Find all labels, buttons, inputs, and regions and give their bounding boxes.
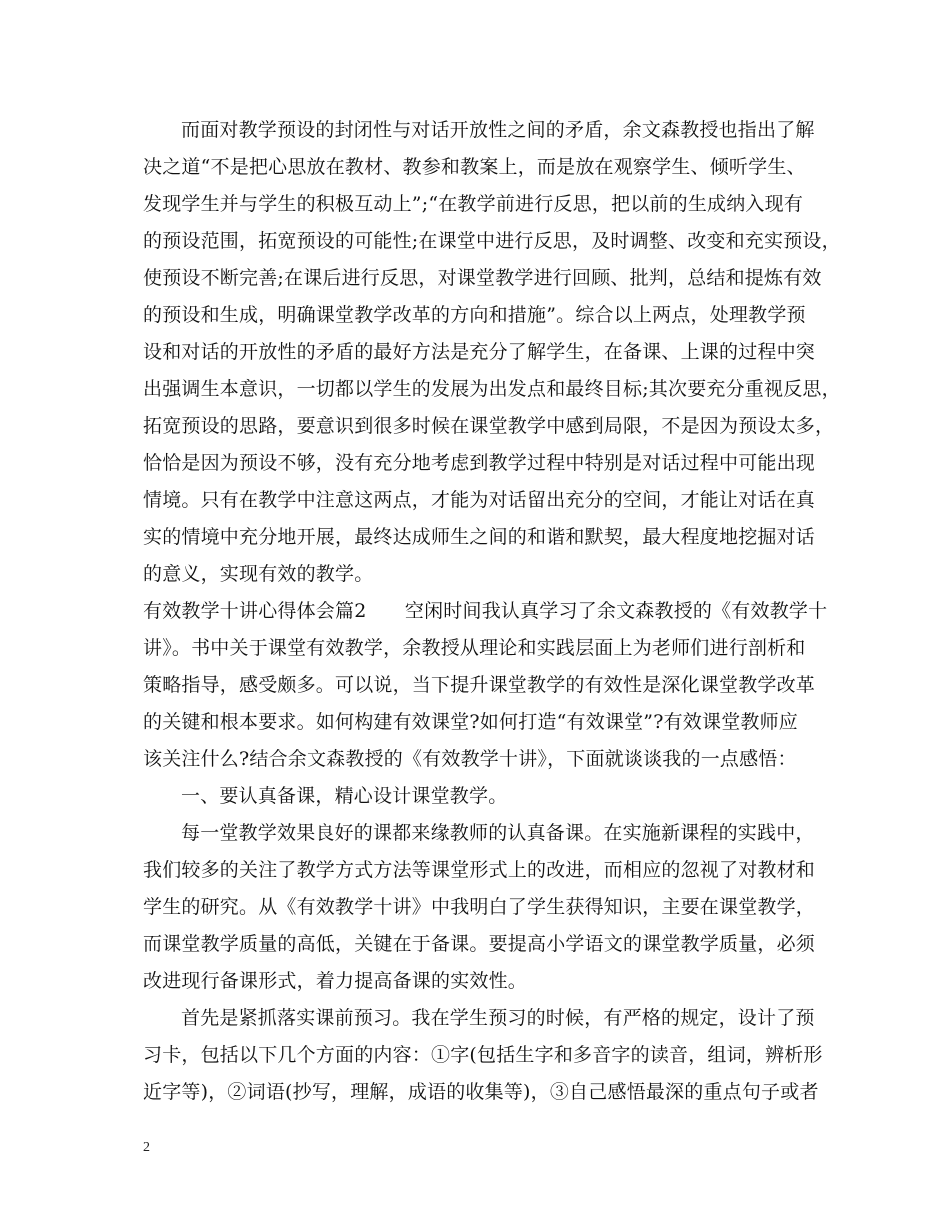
text-line: 而面对教学预设的封闭性与对话开放性之间的矛盾，余文森教授也指出了解 [181, 119, 815, 141]
subheading-line: 一、要认真备课，精心设计课堂教学。 [181, 785, 508, 807]
text-line: 策略指导，感受颇多。可以说，当下提升课堂教学的有效性是深化课堂教学改革 [143, 674, 816, 696]
text-line: 而课堂教学质量的高低，关键在于备课。要提高小学语文的课堂教学质量，必须 [143, 933, 816, 955]
text-line: 决之道“不是把心思放在教材、教参和教案上，而是放在观察学生、倾听学生、 [143, 156, 806, 178]
text-line: 情境。只有在教学中注意这两点，才能为对话留出充分的空间，才能让对话在真 [143, 489, 816, 511]
text-line: 恰恰是因为预设不够，没有充分地考虑到教学过程中特别是对话过程中可能出现 [143, 452, 816, 474]
text-line: 的关键和根本要求。如何构建有效课堂?如何打造“有效课堂”?有效课堂教师应 [143, 711, 799, 733]
text-line: 的预设范围，拓宽预设的可能性;在课堂中进行反思，及时调整、改变和充实预设， [143, 230, 841, 252]
text-line: 设和对话的开放性的矛盾的最好方法是充分了解学生，在备课、上课的过程中突 [143, 341, 816, 363]
text-line: 的意义，实现有效的教学。 [143, 563, 374, 585]
text-line: 的预设和生成，明确课堂教学改革的方向和措施”。综合以上两点，处理教学预 [143, 304, 806, 326]
text-line: 使预设不断完善;在课后进行反思，对课堂教学进行回顾、批判，总结和提炼有效 [143, 267, 822, 289]
text-line: 改进现行备课形式，着力提高备课的实效性。 [143, 970, 528, 992]
text-line: 我们较多的关注了教学方式方法等课堂形式上的改进，而相应的忽视了对教材和 [143, 859, 816, 881]
page-number: 2 [143, 1140, 150, 1155]
text-line: 出强调生本意识，一切都以学生的发展为出发点和最终目标;其次要充分重视反思， [143, 378, 841, 400]
text-line: 每一堂教学效果良好的课都来缘教师的认真备课。在实施新课程的实践中， [181, 822, 815, 844]
text-line: 首先是紧抓落实课前预习。我在学生预习的时候，有严格的规定，设计了预 [181, 1007, 815, 1029]
text-line: 该关注什么?结合余文森教授的《有效教学十讲》，下面就谈谈我的一点感悟： [143, 748, 797, 770]
text-line: 讲》。书中关于课堂有效教学，余教授从理论和实践层面上为老师们进行剖析和 [143, 637, 806, 659]
text-line: 近字等)，②词语(抄写，理解，成语的收集等)，③自己感悟最深的重点句子或者 [143, 1081, 819, 1103]
text-line: 习卡，包括以下几个方面的内容：①字(包括生字和多音字的读音，组词，辨析形 [143, 1044, 823, 1066]
text-line: 拓宽预设的思路，要意识到很多时候在课堂教学中感到局限，不是因为预设太多， [143, 415, 835, 437]
text-line: 学生的研究。从《有效教学十讲》中我明白了学生获得知识，主要在课堂教学， [143, 896, 816, 918]
text-line: 发现学生并与学生的积极互动上”;“在教学前进行反思，把以前的生成纳入现有 [143, 193, 804, 215]
section-heading-line: 有效教学十讲心得体会篇2 空闲时间我认真学习了余文森教授的《有效教学十 [143, 600, 828, 622]
text-line: 实的情境中充分地开展，最终达成师生之间的和谐和默契，最大程度地挖掘对话 [143, 526, 816, 548]
